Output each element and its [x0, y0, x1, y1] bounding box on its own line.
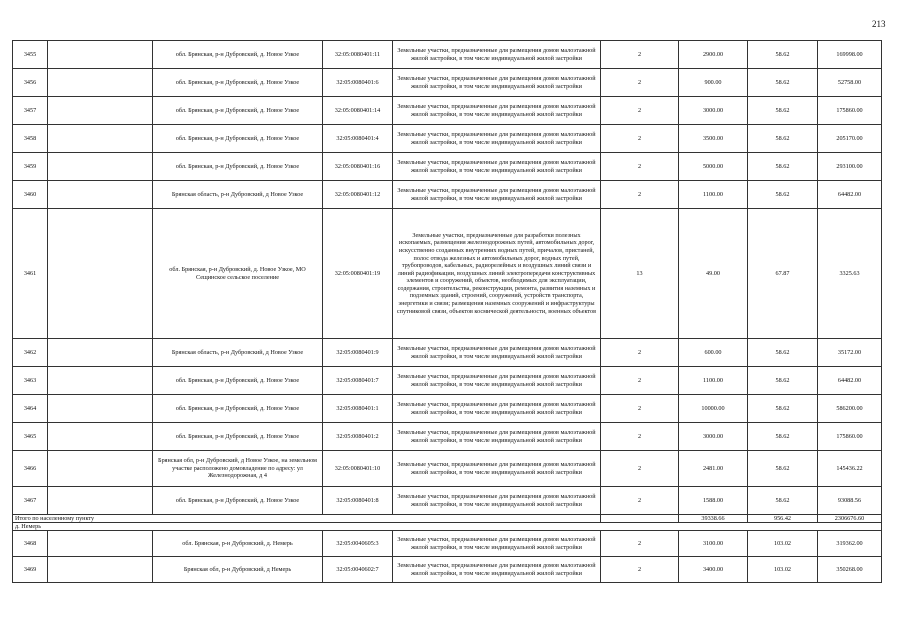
row-value: 319362.00 [818, 531, 882, 557]
row-land-use: Земельные участки, предназначенные для размещения домов малоэтажной жилой застройки, в том числе индивидуальной жилой застройки [393, 395, 601, 423]
row-area: 3100.00 [679, 531, 748, 557]
row-cadastral-number: 32:05:0080401:19 [323, 209, 393, 339]
subtotal-code [601, 515, 679, 523]
row-address: обл. Брянская, р-н Дубровский, д. Новое Узкое [153, 395, 323, 423]
row-address: обл. Брянская, р-н Дубровский, д. Новое Узкое [153, 125, 323, 153]
row-value: 350268.00 [818, 557, 882, 583]
row-land-use: Земельные участки, предназначенные для размещения домов малоэтажной жилой застройки, в том числе индивидуальной жилой застройки [393, 451, 601, 487]
row-rate: 58.62 [748, 487, 818, 515]
row-number: 3465 [13, 423, 48, 451]
row-rate: 58.62 [748, 339, 818, 367]
row-use-code: 2 [601, 125, 679, 153]
row-cadastral-number: 32:05:0080401:14 [323, 97, 393, 125]
row-cadastral-number: 32:05:0040602:7 [323, 557, 393, 583]
row-use-code: 2 [601, 41, 679, 69]
row-rate: 58.62 [748, 153, 818, 181]
row-area: 2900.00 [679, 41, 748, 69]
row-area: 3000.00 [679, 423, 748, 451]
row-land-use: Земельные участки, предназначенные для размещения домов малоэтажной жилой застройки, в том числе индивидуальной жилой застройки [393, 125, 601, 153]
table-row [13, 181, 882, 209]
row-land-use: Земельные участки, предназначенные для размещения домов малоэтажной жилой застройки, в том числе индивидуальной жилой застройки [393, 423, 601, 451]
row-number: 3468 [13, 531, 48, 557]
row-cadastral-number: 32:05:0080401:11 [323, 41, 393, 69]
row-land-use: Земельные участки, предназначенные для размещения домов малоэтажной жилой застройки, в том числе индивидуальной жилой застройки [393, 41, 601, 69]
settlement-name: д. Немерь [13, 523, 882, 531]
row-area: 1100.00 [679, 181, 748, 209]
row-address: Брянская область, р-н Дубровский, д Новое Узкое [153, 339, 323, 367]
table-row [13, 339, 882, 367]
row-blank [48, 339, 153, 367]
row-number: 3466 [13, 451, 48, 487]
row-address: Брянская область, р-н Дубровский, д Новое Узкое [153, 181, 323, 209]
row-land-use: Земельные участки, предназначенные для размещения домов малоэтажной жилой застройки, в том числе индивидуальной жилой застройки [393, 487, 601, 515]
row-area: 2481.00 [679, 451, 748, 487]
row-rate: 58.62 [748, 69, 818, 97]
row-use-code: 2 [601, 557, 679, 583]
subtotal-label: Итого по населенному пункту [13, 515, 601, 523]
row-use-code: 2 [601, 339, 679, 367]
table-row [13, 69, 882, 97]
row-number: 3458 [13, 125, 48, 153]
row-address: обл. Брянская, р-н Дубровский, д. Новое Узкое [153, 367, 323, 395]
row-address: обл. Брянская, р-н Дубровский, д. Новое Узкое, МО Сещинское сельское поселение [153, 209, 323, 339]
table-body-subtotal [13, 515, 882, 523]
row-area: 3500.00 [679, 125, 748, 153]
row-rate: 58.62 [748, 97, 818, 125]
row-area: 1100.00 [679, 367, 748, 395]
row-address: обл. Брянская, р-н Дубровский, д. Новое Узкое [153, 41, 323, 69]
row-area: 10000.00 [679, 395, 748, 423]
row-land-use: Земельные участки, предназначенные для размещения домов малоэтажной жилой застройки, в том числе индивидуальной жилой застройки [393, 339, 601, 367]
row-area: 3400.00 [679, 557, 748, 583]
row-cadastral-number: 32:05:0080401:9 [323, 339, 393, 367]
row-cadastral-number: 32:05:0080401:2 [323, 423, 393, 451]
row-address: Брянская обл, р-н Дубровский, д Новое Узкое, на земельном участке расположено домовладение по адресу: ул Железнодорожная, д 4 [153, 451, 323, 487]
row-number: 3455 [13, 41, 48, 69]
table-row [13, 367, 882, 395]
row-blank [48, 69, 153, 97]
row-area: 600.00 [679, 339, 748, 367]
table-row [13, 97, 882, 125]
row-use-code: 2 [601, 153, 679, 181]
row-value: 145436.22 [818, 451, 882, 487]
row-number: 3467 [13, 487, 48, 515]
row-use-code: 2 [601, 69, 679, 97]
row-use-code: 13 [601, 209, 679, 339]
row-value: 52758.00 [818, 69, 882, 97]
row-blank [48, 557, 153, 583]
row-land-use: Земельные участки, предназначенные для разработки полезных ископаемых, размещения железнодорожных путей, автомобильных дорог, искусственно созданных внутренних водных путей, причалов, пристаней, полос отвода железных и автомобильных дорог, водных путей, трубопроводов, кабельных, радиорелейных и воздушных линий связи и линий радиофикации, воздушных линий электропередачи конструктивных элементов и сооружений, объектов, необходимых для эксплуатации, содержания, строительства, реконструкции, ремонта, развития наземных и подземных зданий, строений, сооружений, устройств транспорта, энергетики и связи; размещения наземных сооружений и инфраструктуры спутниковой связи, объектов космической деятельности, военных объектов [393, 209, 601, 339]
row-blank [48, 451, 153, 487]
row-number: 3469 [13, 557, 48, 583]
row-rate: 58.62 [748, 367, 818, 395]
cadastral-value-table [12, 40, 882, 583]
row-number: 3457 [13, 97, 48, 125]
row-rate: 58.62 [748, 451, 818, 487]
row-number: 3461 [13, 209, 48, 339]
row-blank [48, 125, 153, 153]
table-row [13, 423, 882, 451]
row-number: 3459 [13, 153, 48, 181]
row-use-code: 2 [601, 395, 679, 423]
row-blank [48, 423, 153, 451]
table-body-after [13, 523, 882, 583]
table-row [13, 557, 882, 583]
row-area: 900.00 [679, 69, 748, 97]
row-area: 1588.00 [679, 487, 748, 515]
row-cadastral-number: 32:05:0080401:10 [323, 451, 393, 487]
table-row [13, 531, 882, 557]
row-rate: 58.62 [748, 423, 818, 451]
row-address: обл. Брянская, р-н Дубровский, д. Новое Узкое [153, 423, 323, 451]
row-address: обл. Брянская, р-н Дубровский, д. Новое Узкое [153, 69, 323, 97]
row-value: 3325.63 [818, 209, 882, 339]
table-body-before [13, 41, 882, 515]
row-use-code: 2 [601, 487, 679, 515]
row-blank [48, 367, 153, 395]
row-blank [48, 395, 153, 423]
row-value: 293100.00 [818, 153, 882, 181]
row-value: 93088.56 [818, 487, 882, 515]
row-land-use: Земельные участки, предназначенные для размещения домов малоэтажной жилой застройки, в том числе индивидуальной жилой застройки [393, 181, 601, 209]
row-use-code: 2 [601, 451, 679, 487]
row-value: 35172.00 [818, 339, 882, 367]
row-use-code: 2 [601, 423, 679, 451]
row-value: 64482.00 [818, 367, 882, 395]
row-address: Брянская обл, р-н Дубровский, д Немерь [153, 557, 323, 583]
row-blank [48, 209, 153, 339]
row-rate: 58.62 [748, 125, 818, 153]
row-blank [48, 97, 153, 125]
row-blank [48, 531, 153, 557]
row-cadastral-number: 32:05:0080401:8 [323, 487, 393, 515]
row-cadastral-number: 32:05:0080401:4 [323, 125, 393, 153]
row-blank [48, 181, 153, 209]
table-row [13, 153, 882, 181]
row-area: 5000.00 [679, 153, 748, 181]
subtotal-area: 39338.66 [679, 515, 748, 523]
row-value: 175860.00 [818, 97, 882, 125]
row-land-use: Земельные участки, предназначенные для размещения домов малоэтажной жилой застройки, в том числе индивидуальной жилой застройки [393, 557, 601, 583]
table-row [13, 125, 882, 153]
row-value: 175860.00 [818, 423, 882, 451]
table-row [13, 395, 882, 423]
row-rate: 58.62 [748, 181, 818, 209]
row-blank [48, 41, 153, 69]
row-cadastral-number: 32:05:0080401:16 [323, 153, 393, 181]
row-use-code: 2 [601, 181, 679, 209]
row-number: 3464 [13, 395, 48, 423]
subtotal-value: 2306676.60 [818, 515, 882, 523]
row-address: обл. Брянская, р-н Дубровский, д. Новое Узкое [153, 97, 323, 125]
row-blank [48, 487, 153, 515]
subtotal-rate: 956.42 [748, 515, 818, 523]
page-number: 213 [872, 19, 886, 29]
row-cadastral-number: 32:05:0080401:12 [323, 181, 393, 209]
row-use-code: 2 [601, 531, 679, 557]
row-land-use: Земельные участки, предназначенные для размещения домов малоэтажной жилой застройки, в том числе индивидуальной жилой застройки [393, 153, 601, 181]
row-value: 169998.00 [818, 41, 882, 69]
row-address: обл. Брянская, р-н Дубровский, д. Новое Узкое [153, 153, 323, 181]
row-address: обл. Брянская, р-н Дубровский, д. Новое Узкое [153, 487, 323, 515]
row-cadastral-number: 32:05:0080401:1 [323, 395, 393, 423]
row-area: 49.00 [679, 209, 748, 339]
table-row [13, 487, 882, 515]
row-number: 3456 [13, 69, 48, 97]
row-land-use: Земельные участки, предназначенные для размещения домов малоэтажной жилой застройки, в том числе индивидуальной жилой застройки [393, 69, 601, 97]
row-rate: 67.87 [748, 209, 818, 339]
row-number: 3460 [13, 181, 48, 209]
settlement-row [13, 523, 882, 531]
row-value: 64482.00 [818, 181, 882, 209]
row-cadastral-number: 32:05:0040605:3 [323, 531, 393, 557]
row-cadastral-number: 32:05:0080401:7 [323, 367, 393, 395]
row-rate: 58.62 [748, 395, 818, 423]
subtotal-row [13, 515, 882, 523]
table-row [13, 209, 882, 339]
row-value: 586200.00 [818, 395, 882, 423]
table-row [13, 451, 882, 487]
row-use-code: 2 [601, 367, 679, 395]
row-number: 3463 [13, 367, 48, 395]
row-rate: 103.02 [748, 557, 818, 583]
row-rate: 103.02 [748, 531, 818, 557]
table-row [13, 41, 882, 69]
row-use-code: 2 [601, 97, 679, 125]
row-cadastral-number: 32:05:0080401:6 [323, 69, 393, 97]
row-land-use: Земельные участки, предназначенные для размещения домов малоэтажной жилой застройки, в том числе индивидуальной жилой застройки [393, 367, 601, 395]
row-value: 205170.00 [818, 125, 882, 153]
row-address: обл. Брянская, р-н Дубровский, д. Немерь [153, 531, 323, 557]
row-area: 3000.00 [679, 97, 748, 125]
row-land-use: Земельные участки, предназначенные для размещения домов малоэтажной жилой застройки, в том числе индивидуальной жилой застройки [393, 97, 601, 125]
row-blank [48, 153, 153, 181]
row-number: 3462 [13, 339, 48, 367]
row-land-use: Земельные участки, предназначенные для размещения домов малоэтажной жилой застройки, в том числе индивидуальной жилой застройки [393, 531, 601, 557]
row-rate: 58.62 [748, 41, 818, 69]
